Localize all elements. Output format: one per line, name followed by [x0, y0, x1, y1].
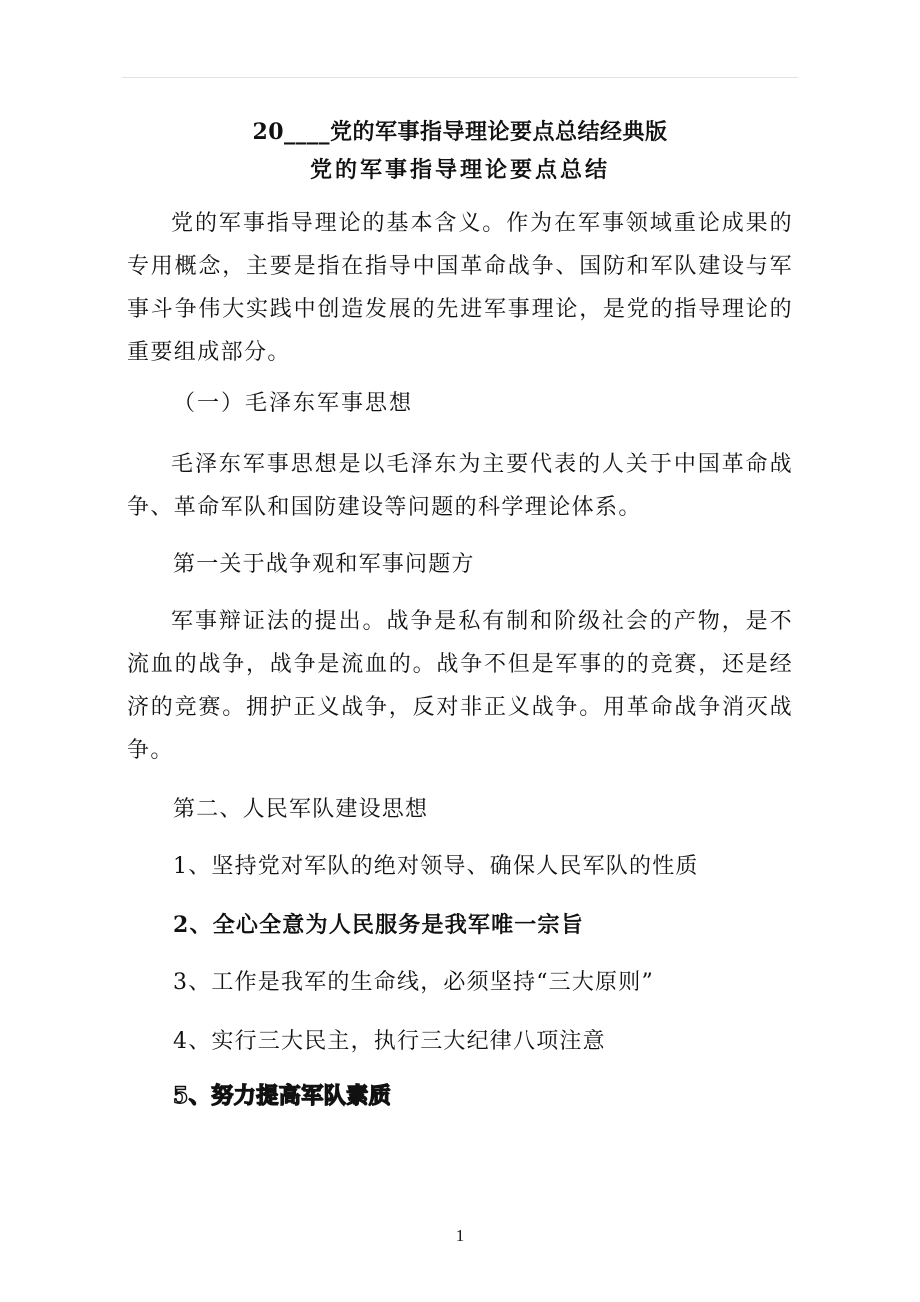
header-rule: [122, 77, 798, 78]
subheading-war-view: 第一关于战争观和军事问题方: [173, 552, 475, 577]
paragraph-definition: 党的军事指导理论的基本含义。作为在军事领域重论成果的专用概念，主要是指在指导中国革命战争、国防和军队建设与军事斗争伟大实践中创造发展的先进军事理论，是党的指导理论的重要组成部分。: [127, 211, 793, 365]
document-page: [127, 112, 793, 1118]
document-subtitle: 党的军事指导理论要点总结: [309, 157, 610, 183]
paragraph-dialectics: 军事辩证法的提出。战争是私有制和阶级社会的产物，是不流血的战争，战争是流血的。战争不但是军事的的竞赛，还是经济的竞赛。拥护正义战争，反对非正义战争。用革命战争消灭战争。: [127, 609, 793, 763]
subheading-army-building: 第二、人民军队建设思想: [173, 797, 429, 822]
list-item: 4、实行三大民主，执行三大纪律八项注意: [173, 1029, 606, 1054]
list-item: 1、坚持党对军队的绝对领导、确保人民军队的性质: [173, 854, 699, 879]
list-item: 5、努力提高军队素质: [173, 1083, 392, 1109]
paragraph-mao-thought: 毛泽东军事思想是以毛泽东为主要代表的人关于中国革命战争、革命军队和国防建设等问题的科学理论体系。: [127, 452, 793, 520]
list-item: 3、工作是我军的生命线，必须坚持“三大原则”: [173, 970, 654, 995]
page-number: 1: [455, 1226, 465, 1245]
list-item: 2、全心全意为人民服务是我军唯一宗旨: [173, 912, 584, 938]
document-title: 20____党的军事指导理论要点总结经典版: [252, 119, 668, 145]
section-heading: （一）毛泽东军事思想: [173, 391, 414, 416]
